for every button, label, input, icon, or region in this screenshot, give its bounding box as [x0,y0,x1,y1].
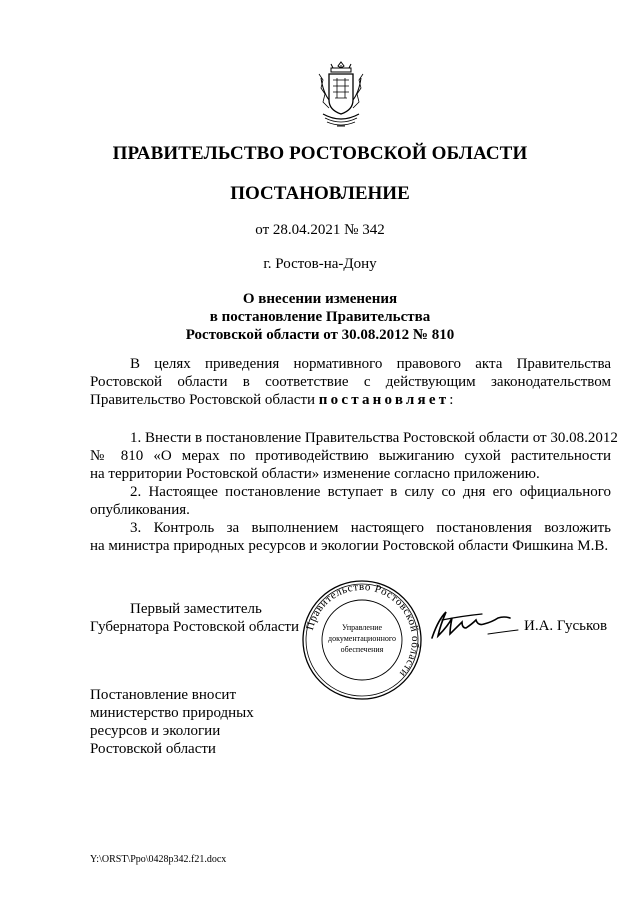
subject-line: в постановление Правительства [209,309,431,325]
item-line: 3. Контроль за выполнением настоящего постановления возложить [130,520,611,536]
coat-of-arms-icon [317,60,365,130]
signatory-position [90,600,299,636]
preamble-text: Правительство Ростовской области [90,392,319,408]
seal-ring-text: Правительство Ростовской области [304,580,422,680]
item-1-paragraph [90,429,618,483]
seal-inner-text: документационного [328,634,396,643]
item-3-paragraph [90,519,611,555]
introduced-by-line: Ростовской области [90,741,216,757]
document-type: ПОСТАНОВЛЕНИЕ [230,183,410,204]
position-line: Первый заместитель [130,601,262,617]
item-line: 2. Настоящее постановление вступает в силу со дня его официального [130,484,611,500]
seal-inner-text: Управление [341,623,383,632]
item-line: № 810 «О мерах по противодействию выжиганию сухой растительности [90,448,611,464]
resolves-keyword: постановляет [318,392,450,408]
file-path-footer: Y:\ORST\Ppo\0428p342.f21.docx [90,854,227,865]
item-line: 1. Внести в постановление Правительства Ростовской области от 30.08.2012 [130,430,618,446]
preamble-paragraph [90,355,611,409]
introduced-by-block [90,686,254,758]
subject-line: О внесении изменения [242,291,398,307]
subject-line: Ростовской области от 30.08.2012 № 810 [185,327,455,343]
signatory-name: И.А. Гуськов [524,618,608,634]
item-line: на территории Ростовской области» изменение согласно приложению. [90,466,540,482]
introduced-by-line: ресурсов и экологии [90,723,221,739]
item-line: на министра природных ресурсов и экологии Ростовской области Фишкина М.В. [90,538,609,554]
handwritten-signature-icon [428,608,524,644]
preamble-colon: : [449,392,454,408]
position-line: Губернатора Ростовской области [90,619,300,635]
official-seal-icon [300,578,424,702]
date-and-number: от 28.04.2021 № 342 [255,222,385,238]
item-line: опубликования. [90,502,190,518]
document-subject [0,290,640,344]
introduced-by-line: министерство природных [90,705,254,721]
item-2-paragraph [90,483,611,519]
city: г. Ростов-на-Дону [263,256,377,272]
government-title: ПРАВИТЕЛЬСТВО РОСТОВСКОЙ ОБЛАСТИ [112,143,528,164]
preamble-line: В целях приведения нормативного правового акта Правительства [130,356,611,372]
preamble-line [90,391,611,409]
introduced-by-line: Постановление вносит [90,687,237,703]
seal-inner-text: обеспечения [340,645,384,654]
preamble-line: Ростовской области в соответствие с действующим законодательством [90,374,611,390]
